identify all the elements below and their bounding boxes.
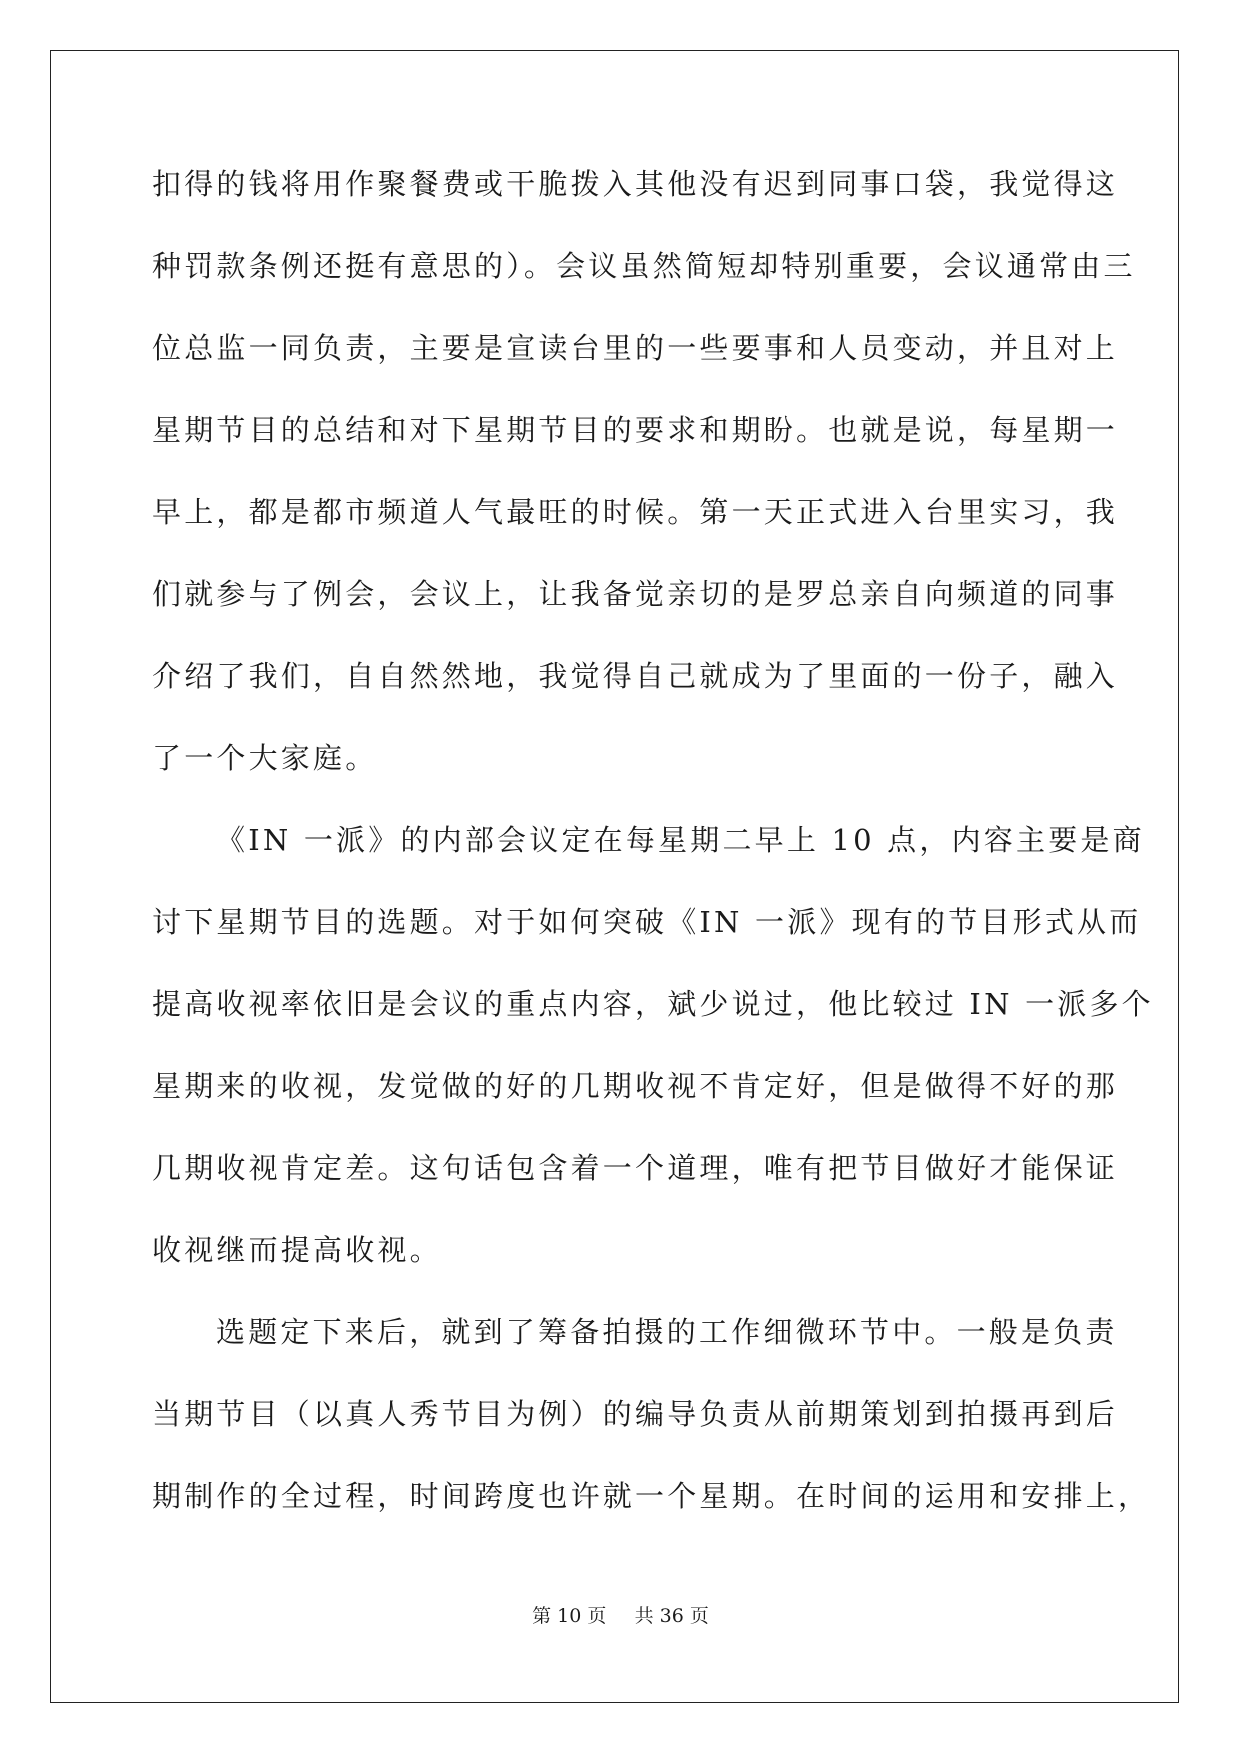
text-line: 讨下星期节目的选题。对于如何突破《IN 一派》现有的节目形式从而 (152, 905, 1142, 939)
body-text (152, 160, 1154, 1554)
page-number: 第 10 页 (532, 1605, 607, 1627)
text-line: 星期来的收视，发觉做的好的几期收视不肯定好，但是做得不好的那 (152, 1069, 1119, 1103)
text-line: 了一个大家庭。 (152, 741, 378, 775)
page-total: 共 36 页 (634, 1605, 709, 1627)
paragraph-start-line: 选题定下来后，就到了筹备拍摄的工作细微环节中。一般是负责 (216, 1315, 1118, 1349)
text-line: 位总监一同负责，主要是宣读台里的一些要事和人员变动，并且对上 (152, 331, 1119, 365)
text-line: 早上，都是都市频道人气最旺的时候。第一天正式进入台里实习，我 (152, 495, 1119, 529)
text-line: 期制作的全过程，时间跨度也许就一个星期。在时间的运用和安排上， (152, 1479, 1151, 1513)
page-footer (0, 1601, 1241, 1628)
text-line: 介绍了我们，自自然然地，我觉得自己就成为了里面的一份子，融入 (152, 659, 1119, 693)
text-line: 提高收视率依旧是会议的重点内容，斌少说过，他比较过 IN 一派多个 (152, 987, 1154, 1021)
text-line: 星期节目的总结和对下星期节目的要求和期盼。也就是说，每星期一 (152, 413, 1119, 447)
text-line: 扣得的钱将用作聚餐费或干脆拨入其他没有迟到同事口袋，我觉得这 (152, 167, 1119, 201)
text-line: 们就参与了例会，会议上，让我备觉亲切的是罗总亲自向频道的同事 (152, 577, 1119, 611)
paragraph-start-line: 《IN 一派》的内部会议定在每星期二早上 10 点，内容主要是商 (216, 823, 1145, 857)
text-line: 种罚款条例还挺有意思的）。会议虽然简短却特别重要，会议通常由三 (152, 249, 1136, 283)
text-line: 当期节目（以真人秀节目为例）的编导负责从前期策划到拍摄再到后 (152, 1397, 1119, 1431)
text-line: 收视继而提高收视。 (152, 1233, 442, 1267)
text-line: 几期收视肯定差。这句话包含着一个道理，唯有把节目做好才能保证 (152, 1151, 1119, 1185)
